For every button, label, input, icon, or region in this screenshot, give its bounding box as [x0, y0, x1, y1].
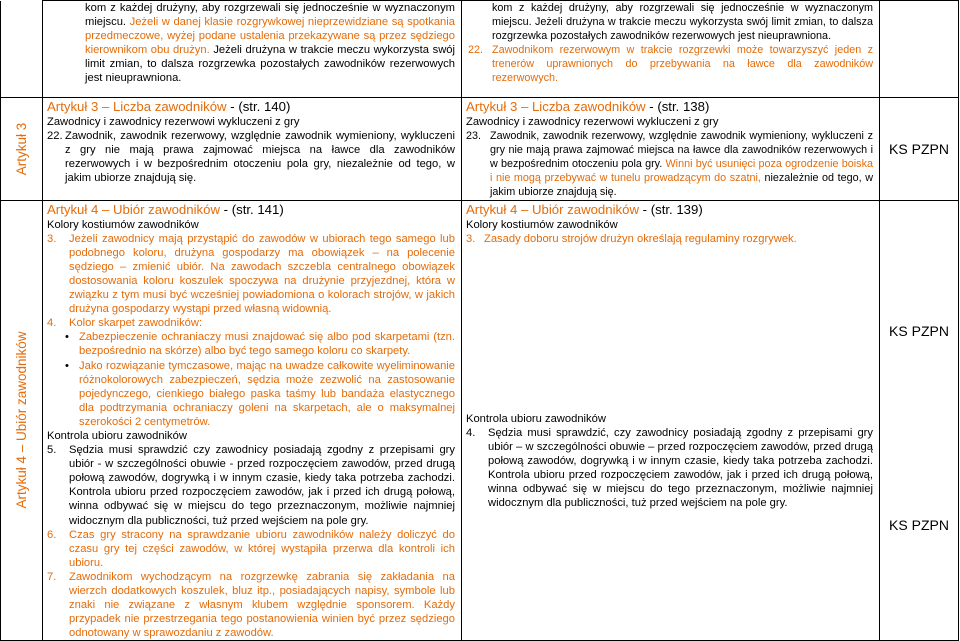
item-number: 4.: [466, 426, 476, 439]
bullet-icon: •: [65, 331, 69, 344]
item-text: Zawodnikom wychodzącym na rozgrzewkę zabrania się zakładania na wierzch dodatkowych koszulek, bluz itp., posiadających napisy, symbole lub znaki nie związane z własnym klubem względnie sponsorem. Każdy przypadek nie przestrzegania tego postanowienia winien być przez sędziego odnotowany w sprawozdaniu z zawodów.: [69, 570, 455, 640]
header-ref: - (str. 140): [226, 99, 291, 114]
ks-cell-empty: [880, 1, 959, 98]
bullet-text: Zabezpieczenie ochraniaczy musi znajdować się albo pod skarpetami (tzn. bezpośrednio na skórze) albo być tego samego koloru co skarpety.: [79, 331, 455, 358]
art4-left-bullet-2: [47, 359, 455, 429]
side-label-art4: [1, 200, 43, 641]
ks-pzpn-label: KS PZPN: [880, 98, 959, 201]
spacer: [466, 246, 873, 412]
header-title: Artykuł 3 – Liczba zawodników: [466, 99, 646, 114]
art4-left: [43, 200, 462, 641]
art4-left-item-3: [47, 232, 455, 317]
side-label-text: Artykuł 4 – Ubiór zawodników: [13, 331, 29, 510]
header-ref: - (str. 139): [638, 201, 703, 217]
art4-left-item-5: [47, 443, 455, 528]
art4-right-subtitle-colors: Kolory kostiumów zawodników: [466, 218, 618, 231]
art4-right: [462, 200, 880, 641]
header-title: Artykuł 4 – Ubiór zawodników: [466, 201, 639, 217]
art3-right-item-23: [466, 129, 873, 199]
ks-pzpn-label-2: KS PZPN: [889, 517, 949, 534]
cont-left-text: [85, 1, 455, 86]
art3-right-header: [466, 98, 873, 115]
art3-left-subtitle: Zawodnicy i zawodnicy rezerwowi wykluczeni z gry: [47, 116, 300, 128]
ks-pzpn-label-1: KS PZPN: [889, 323, 949, 340]
continuation-left: [43, 1, 462, 98]
art3-left-header: [47, 98, 455, 115]
art3-left: [43, 98, 462, 201]
art4-right-header: [466, 201, 873, 218]
item-number: 4.: [47, 317, 57, 330]
item-text: Jeżeli zawodnicy mają przystąpić do zawodów w ubiorach tego samego lub podobnego koloru, drużyna gospodarzy ma obowiązek – na polecenie sędziego – zmienić ubiór. Na zawodach szczebla centralnego obowiązek dostosowania koloru koszulek spoczywa na drużynie przyjezdnej, która w związku z tym musi być wcześniej powiadomiona o kolorach strojów, w jakich drużyna gospodarzy wystąpi przed własną widownią.: [69, 232, 455, 316]
art4-left-bullet-1: [47, 330, 455, 358]
side-cell-empty: [1, 1, 43, 98]
item-text: [490, 129, 873, 199]
art4-left-item-4: [47, 316, 455, 330]
row-continuation: [1, 1, 959, 98]
art4-left-subtitle-control: Kontrola ubioru zawodników: [47, 429, 187, 442]
header-ref: - (str. 138): [645, 99, 710, 114]
art4-right-subtitle-control: Kontrola ubioru zawodników: [466, 412, 606, 425]
item-number: 22.: [468, 44, 484, 57]
bullet-icon: •: [65, 359, 69, 372]
item-number: 7.: [47, 570, 57, 583]
item-text-part2: niezależnie od tego, w jakim ubiorze znajdują się.: [490, 172, 873, 199]
side-label-art3: [1, 98, 43, 201]
art4-left-item-6: [47, 528, 455, 570]
art4-right-item-4: [466, 426, 873, 511]
item-text: Sędzia musi sprawdzić czy zawodnicy posiadają zgodny z przepisami gry ubiór - w szczególności obuwie - przed rozpoczęciem zawodów, przed drugą połową zawodów, dogrywką i w innym czasie, kiedy taka potrzeba zachodzi. Kontrola ubioru przed rozpoczęciem zawodów, jak i przed ich drugą połową, winna odbywać się w miejscu do tego przeznaczonym, możliwie najmniej widocznym dla publiczności, tuż przed wejściem na pole gry.: [69, 444, 455, 527]
side-label-text: Artykuł 3: [13, 122, 29, 176]
item-text: Sędzia musi sprawdzić, czy zawodnicy posiadają zgodny z przepisami gry ubiór – w szczególności obuwie – przed rozpoczęciem zawodów, przed drugą połową zawodów, dogrywką i w innym czasie, kiedy taka potrzeba zachodzi. Kontrola ubioru przed rozpoczęciem zawodów, jak i przed ich drugą połową, winna odbywać się w miejscu do tego przeznaczonym, możliwie najmniej widocznym dla publiczności, tuż przed wejściem na pole gry.: [488, 426, 873, 510]
cont-right-item-22: [468, 43, 873, 85]
art4-left-header: [47, 201, 455, 218]
item-text: Zawodnik, zawodnik rezerwowy, względnie zawodnik wymieniony, wykluczeni z gry nie mają prawa zajmować miejsca na ławce dla zawodników rezerwowych i w bezpośrednim otoczeniu pola gry, niezależnie od tego, w jakim ubiorze znajdują się.: [65, 130, 455, 185]
art4-left-subtitle-colors: Kolory kostiumów zawodników: [47, 218, 199, 231]
art3-left-item-22: [47, 129, 455, 185]
ks-cell-art4: [880, 200, 959, 641]
cont-left-orange: Jeżeli w danej klasie rozgrywkowej nieprzewidziane są spotkania przedmeczowe, wyżej podane ustalenia przekazywane są przez sędziego kierownikom obu drużyn.: [85, 16, 455, 57]
item-number: 3.: [466, 232, 476, 245]
item-number: 23.: [466, 130, 482, 143]
header-ref: - (str. 141): [219, 201, 284, 217]
item-text: Czas gry stracony na sprawdzanie ubioru zawodników należy doliczyć do czasu gry tej części zawodów, w której wystąpiła przerwa dla kontroli ich ubioru.: [69, 528, 455, 569]
art4-right-item-3: [466, 232, 873, 246]
item-number: 3.: [47, 232, 57, 245]
cont-left-line2: miejscu.: [85, 16, 130, 29]
item-text-orange: Winni być usunięci poza ogrodzenie boiska i nie mogą przebywać w tunelu prowadzącym do szatni,: [490, 158, 873, 185]
item-number: 6.: [47, 528, 57, 541]
header-title: Artykuł 3 – Liczba zawodników: [47, 99, 227, 114]
header-title: Artykuł 4 – Ubiór zawodników: [47, 201, 220, 217]
cont-left-line1: kom z każdej drużyny, aby rozgrzewali się jednocześnie w wyznaczonym: [85, 2, 455, 14]
bullet-text: Jako rozwiązanie tymczasowe, mając na uwadze całkowite wyeliminowanie różnokolorowych zabezpieczeń, sędzia może zezwolić na zastosowanie pojedynczego, cienkiego białego paska taśmy lub bandaża elastycznego dla podtrzymania ochraniaczy goleni na skarpetach, ale o maksymalnej szerokości 2 centymetrów.: [79, 359, 455, 428]
cont-right-text: kom z każdej drużyny, aby rozgrzewali się jednocześnie w wyznaczonym miejscu. Jeżeli drużyna w trakcie meczu wykorzysta swój limit zmian, to dalsza rozgrzewka pozostałych zawodników rezerwowych jest nieuprawniona.: [492, 2, 873, 43]
art3-right-subtitle: Zawodnicy i zawodnicy rezerwowi wykluczeni z gry: [466, 116, 719, 128]
item-text-part: Zawodnik, zawodnik rezerwowy, względnie zawodnik wymieniony, wykluczeni z gry nie mają prawa zajmować miejsca na ławce dla zawodników rezerwowych i w bezpośrednim otoczeniu pola gry.: [490, 130, 873, 171]
item-text: Kolor skarpet zawodników:: [69, 317, 203, 330]
cont-left-rest: Jeżeli drużyna w trakcie meczu wykorzysta swój limit zmian, to dalsza rozgrzewka pozostałych zawodników rezerwowych jest nieuprawniona.: [85, 44, 455, 85]
row-article-3: [1, 98, 959, 201]
art4-left-item-7: [47, 570, 455, 640]
item-text: Zawodnikom rezerwowym w trakcie rozgrzewki może towarzyszyć jeden z trenerów uprawnionych do przebywania na ławce dla zawodników rezerwowych.: [492, 44, 873, 85]
art3-right: [462, 98, 880, 201]
item-text: Zasady doboru strojów drużyn określają regulaminy rozgrywek.: [484, 232, 797, 245]
continuation-right: [462, 1, 880, 98]
item-number: 22.: [47, 130, 63, 143]
item-number: 5.: [47, 444, 57, 457]
row-article-4: [1, 200, 959, 641]
